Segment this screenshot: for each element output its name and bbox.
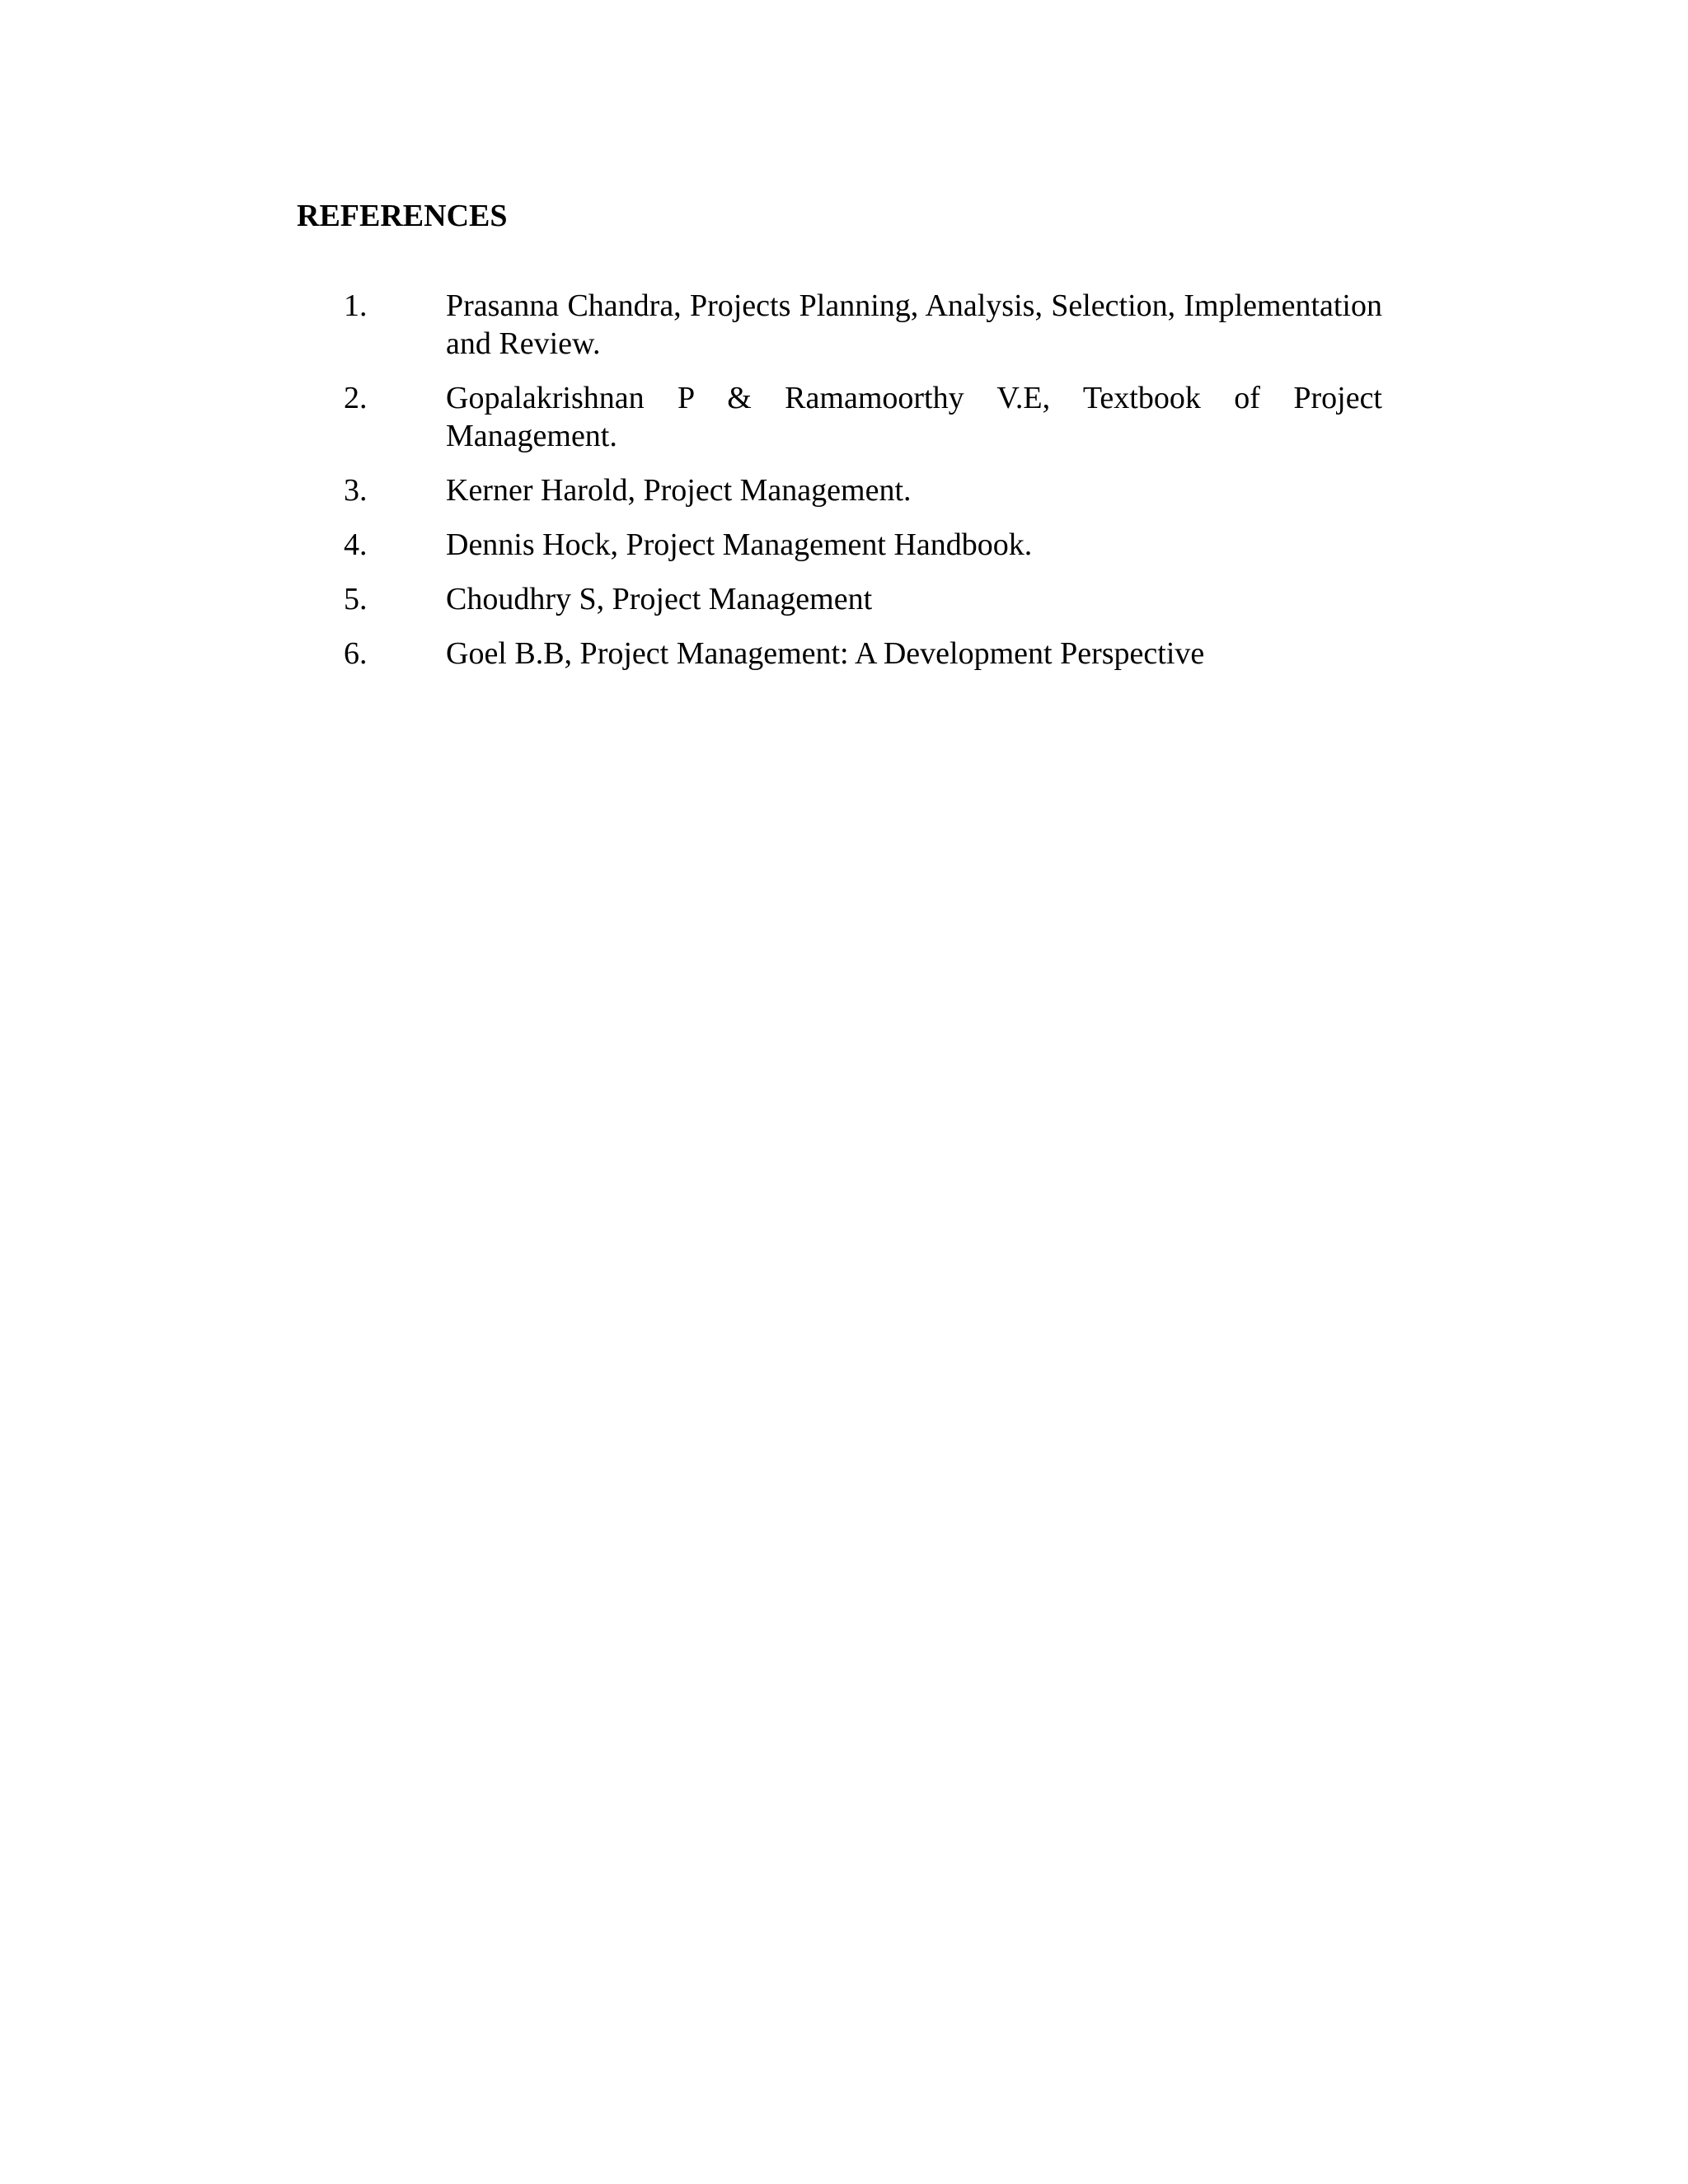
reference-number: 2. [344,381,368,415]
reference-item [344,526,1382,564]
reference-item [344,635,1382,673]
reference-number: 6. [344,636,368,671]
reference-list [344,287,1382,689]
reference-text: Gopalakrishnan P & Ramamoorthy V.E, Textbook of Project Management. [446,381,1382,453]
references-heading: REFERENCES [297,199,508,233]
reference-text: Choudhry S, Project Management [446,582,873,616]
reference-item [344,580,1382,618]
reference-text: Kerner Harold, Project Management. [446,473,912,508]
reference-text: Dennis Hock, Project Management Handbook. [446,527,1033,562]
reference-item [344,379,1382,455]
reference-item [344,287,1382,363]
reference-text: Goel B.B, Project Management: A Development Perspective [446,636,1205,671]
reference-number: 3. [344,473,368,508]
reference-item [344,471,1382,509]
reference-number: 1. [344,288,368,323]
reference-number: 5. [344,582,368,616]
reference-number: 4. [344,527,368,562]
reference-text: Prasanna Chandra, Projects Planning, Analysis, Selection, Implementation and Review. [446,288,1382,361]
